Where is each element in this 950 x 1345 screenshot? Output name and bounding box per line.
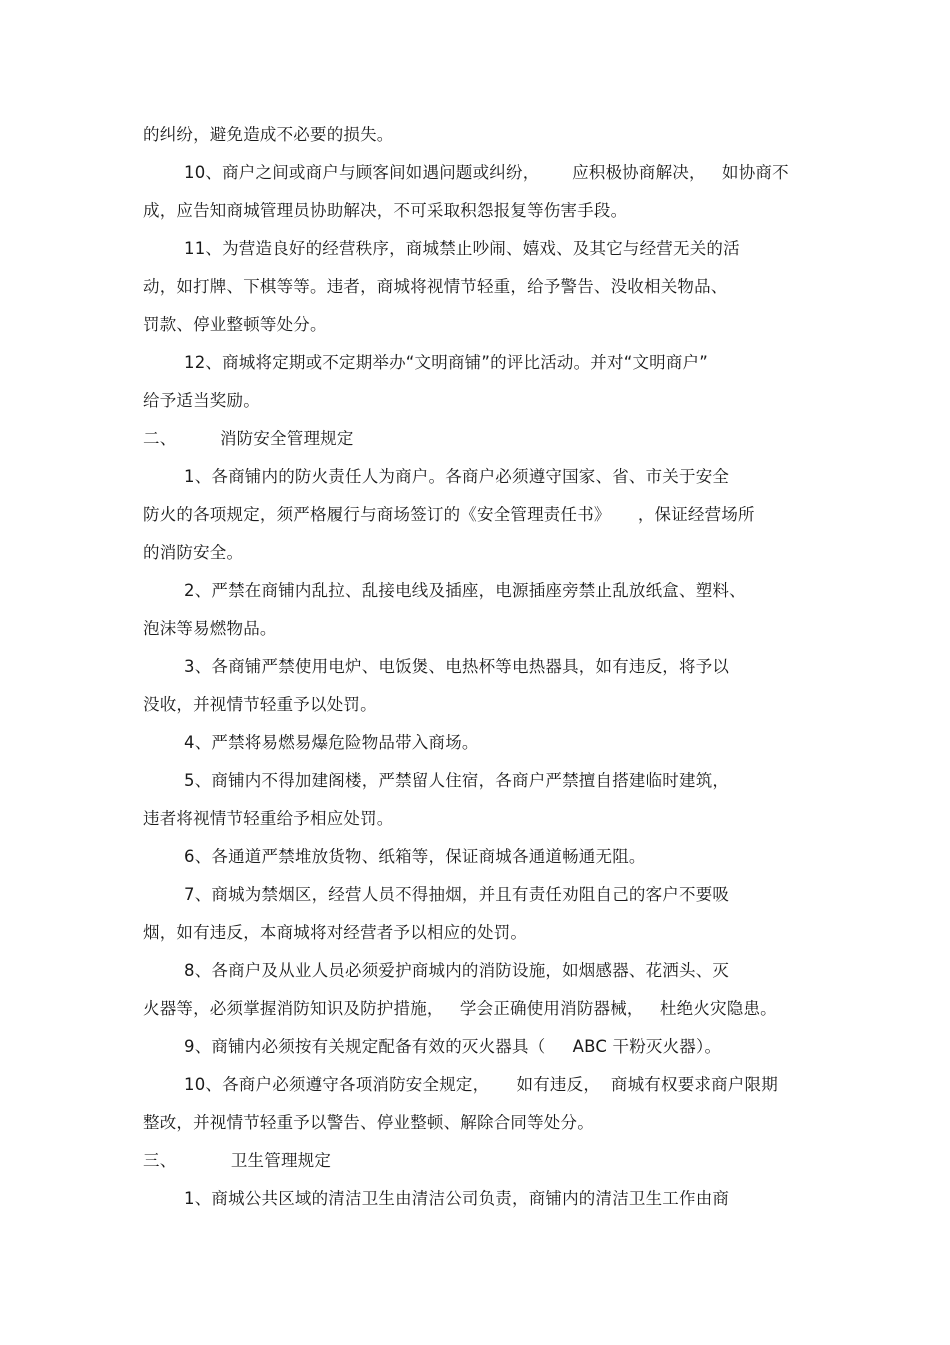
text-line: 10、商户之间或商户与顾客间如遇问题或纠纷， 应积极协商解决， 如协商不 [184,163,789,182]
text-line: 泡沫等易燃物品。 [143,619,277,638]
text-line: 火器等，必须掌握消防知识及防护措施， 学会正确使用消防器械， 杜绝火灾隐患。 [143,999,777,1018]
section-heading: 三、 卫生管理规定 [143,1151,332,1170]
text-line: 动，如打牌、下棋等等。违者，商城将视情节轻重，给予警告、没收相关物品、 [143,277,728,296]
text-line: 烟，如有违反，本商城将对经营者予以相应的处罚。 [143,923,528,942]
text-line: 成，应告知商城管理员协助解决，不可采取积怨报复等伤害手段。 [143,201,628,220]
text-line: 整改，并视情节轻重予以警告、停业整顿、解除合同等处分。 [143,1113,594,1132]
text-line: 违者将视情节轻重给予相应处罚。 [143,809,394,828]
text-line: 5、商铺内不得加建阁楼，严禁留人住宿，各商户严禁擅自搭建临时建筑， [184,771,730,790]
text-line: 1、商城公共区域的清洁卫生由清洁公司负责，商铺内的清洁卫生工作由商 [184,1189,730,1208]
text-line: 防火的各项规定，须严格履行与商场签订的《安全管理责任书》 ，保证经营场所 [143,505,755,524]
text-line: 没收，并视情节轻重予以处罚。 [143,695,377,714]
text-line: 7、商城为禁烟区，经营人员不得抽烟，并且有责任劝阻自己的客户不要吸 [184,885,730,904]
text-line: 3、各商铺严禁使用电炉、电饭煲、电热杯等电热器具，如有违反，将予以 [184,657,730,676]
text-line: 罚款、停业整顿等处分。 [143,315,327,334]
text-line: 4、严禁将易燃易爆危险物品带入商场。 [184,733,479,752]
text-line: 6、各通道严禁堆放货物、纸箱等，保证商城各通道畅通无阻。 [184,847,646,866]
text-line: 给予适当奖励。 [143,391,260,410]
text-line: 10、各商户必须遵守各项消防安全规定， 如有违反， 商城有权要求商户限期 [184,1075,778,1094]
text-line: 12、商城将定期或不定期举办“文明商铺”的评比活动。并对“文明商户” [184,353,708,372]
section-heading: 二、 消防安全管理规定 [143,429,354,448]
text-line: 的消防安全。 [143,543,244,562]
text-line: 的纠纷，避免造成不必要的损失。 [143,125,394,144]
text-line: 1、各商铺内的防火责任人为商户。各商户必须遵守国家、省、市关于安全 [184,467,730,486]
text-line: 11、为营造良好的经营秩序，商城禁止吵闹、嬉戏、及其它与经营无关的活 [184,239,740,258]
text-line: 2、严禁在商铺内乱拉、乱接电线及插座，电源插座旁禁止乱放纸盒、塑料、 [184,581,746,600]
text-line: 8、各商户及从业人员必须爱护商城内的消防设施，如烟感器、花洒头、灭 [184,961,730,980]
text-line: 9、商铺内必须按有关规定配备有效的灭火器具（ ABC 干粉灭火器）。 [184,1037,722,1056]
